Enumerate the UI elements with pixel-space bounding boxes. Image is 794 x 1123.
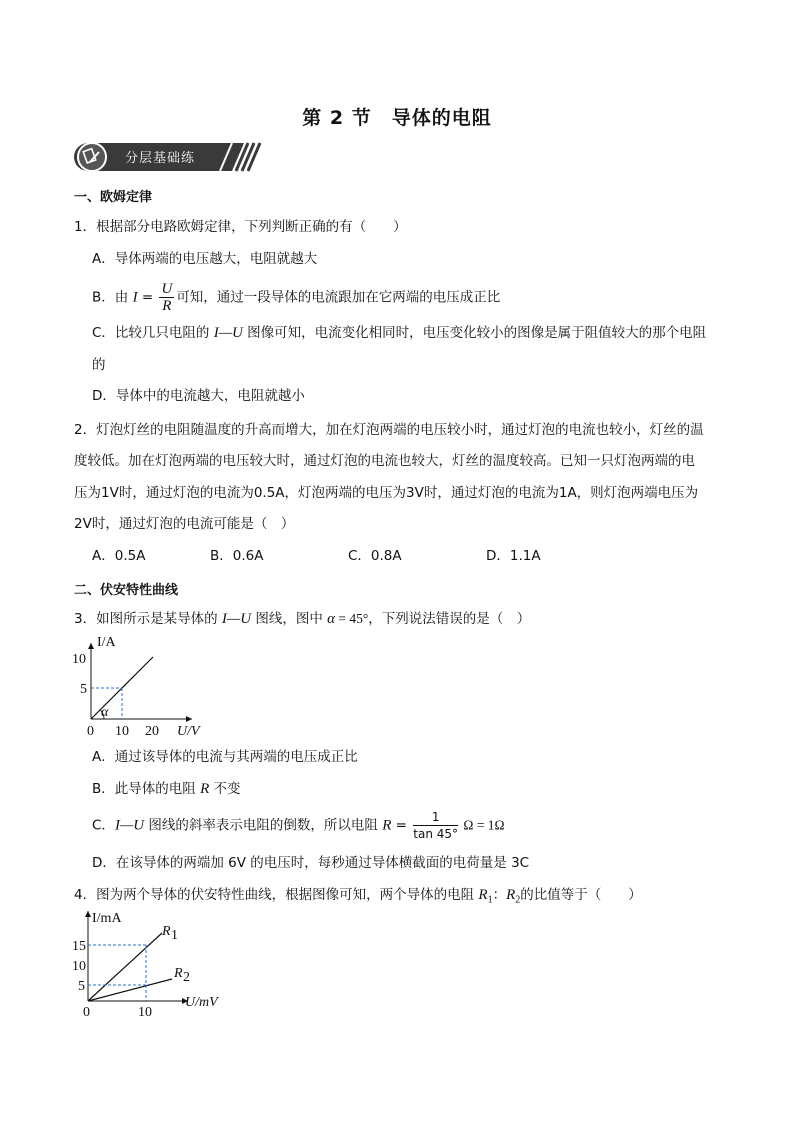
q2-option-d: D．1.1A xyxy=(486,548,541,564)
section-heading-1: 一、欧姆定律 xyxy=(74,190,153,205)
q4-r1-label: R xyxy=(162,924,171,939)
q3-ytick-5: 5 xyxy=(80,682,87,697)
q3-c-numerator: 1 xyxy=(413,809,458,826)
q3-option-a: A．通过该导体的电流与其两端的电压成正比 xyxy=(92,749,358,765)
q2-line-4: 2V时，通过灯泡的电流可能是（ ） xyxy=(74,516,295,532)
q3-xtick-10: 10 xyxy=(115,724,129,739)
q4-stem-r1-sub: 1 xyxy=(487,894,493,906)
q3-stem xyxy=(74,609,530,629)
q1-b-prefix: B．由 xyxy=(92,289,133,306)
q1-b-fraction xyxy=(159,281,174,314)
page-title: 第 2 节 导体的电阻 xyxy=(302,107,492,129)
q3-c-iu: I—U xyxy=(114,817,145,834)
q1-stem: 1．根据部分电路欧姆定律，下列判断正确的有（ ） xyxy=(74,219,407,235)
q3-b-prefix: B．此导体的电阻 xyxy=(92,781,201,797)
q4-stem-colon: ： xyxy=(492,887,507,903)
q2-option-b: B．0.6A xyxy=(210,548,264,564)
q1-b-text: 可知，通过一段导体的电流跟加在它两端的电压成正比 xyxy=(176,289,501,306)
section-heading-2: 二、伏安特性曲线 xyxy=(74,583,179,598)
q3-ylabel: I/A xyxy=(97,635,116,650)
banner-label: 分层基础练 xyxy=(125,151,196,166)
q1-c-prefix: C．比较几只电阻的 xyxy=(92,325,214,341)
q3-option-c xyxy=(92,809,505,842)
q3-angle-label: α xyxy=(101,705,109,720)
q2-line-3: 压为1V时，通过灯泡的电流为0.5A，灯泡两端的电压为3V时，通过灯泡的电流为1A，则灯泡两端电压为 xyxy=(74,485,699,501)
q4-stem-r2-sub: 2 xyxy=(515,894,521,906)
q2-line-2: 度较低。加在灯泡两端的电压较大时，通过灯泡的电流也较大，灯丝的温度较高。已知一只灯泡两端的电 xyxy=(74,453,695,469)
q3-stem-suffix: ，下列说法错误的是（ ） xyxy=(368,611,531,627)
q1-option-c-continued: 的 xyxy=(92,357,106,373)
q3-xtick-0: 0 xyxy=(87,724,94,739)
q4-stem-r2: R xyxy=(506,887,516,903)
q1-b-current-symbol: I xyxy=(132,289,138,306)
q3-c-prefix: C． xyxy=(92,817,115,834)
q3-b-suffix: 不变 xyxy=(209,781,241,797)
q3-iu-graph xyxy=(70,635,210,740)
q4-r2-label: R xyxy=(174,966,183,981)
q3-stem-alpha: α xyxy=(327,611,336,627)
q4-ytick-10: 10 xyxy=(72,959,86,974)
section-banner xyxy=(74,140,264,174)
q3-ytick-10: 10 xyxy=(72,652,86,667)
q3-c-mid: 图线的斜率表示电阻的倒数，所以电阻 xyxy=(144,817,383,834)
q4-stem-r1: R xyxy=(478,887,488,903)
q4-r2-sub: 2 xyxy=(183,970,190,985)
q4-stem-suffix: 的比值等于（ ） xyxy=(520,887,642,903)
q3-xtick-20: 20 xyxy=(145,724,159,739)
q2-line-1: 2．灯泡灯丝的电阻随温度的升高而增大，加在灯泡两端的电压较小时，通过灯泡的电流也较小，灯丝的温 xyxy=(74,422,704,438)
q4-ytick-15: 15 xyxy=(72,939,86,954)
q3-b-r: R xyxy=(200,781,210,797)
q1-c-iu: I—U xyxy=(213,325,243,341)
q3-option-d: D．在该导体的两端加 6V 的电压时，每秒通过导体横截面的电荷量是 3C xyxy=(92,855,530,871)
q3-c-r: R xyxy=(382,817,392,834)
q3-stem-angle: = 45° xyxy=(335,611,369,626)
q4-ylabel: I/mA xyxy=(92,911,122,926)
q3-stem-mid: 图线，图中 xyxy=(251,611,328,627)
q1-option-a: A．导体两端的电压越大，电阻就越大 xyxy=(92,251,318,267)
q3-xlabel: U/V xyxy=(177,724,200,739)
q2-option-a: A．0.5A xyxy=(92,548,146,564)
q3-c-equals: = xyxy=(391,817,412,834)
q4-xlabel: U/mV xyxy=(185,995,218,1010)
q4-iu-graph xyxy=(70,905,230,1020)
q1-b-denominator: R xyxy=(162,298,172,314)
q3-stem-iu: I—U xyxy=(221,611,252,627)
q1-option-c xyxy=(92,323,706,343)
q3-stem-prefix: 3．如图所示是某导体的 xyxy=(74,611,222,627)
q3-c-denominator: tan 45° xyxy=(413,827,459,841)
q1-b-numerator: U xyxy=(161,281,173,297)
q4-xtick-10: 10 xyxy=(138,1005,152,1020)
q1-option-b xyxy=(92,281,500,314)
q4-stem-prefix: 4．图为两个导体的伏安特性曲线，根据图像可知，两个导体的电阻 xyxy=(74,887,479,903)
q3-option-b xyxy=(92,779,241,799)
q1-c-text: 图像可知，电流变化相同时，电压变化较小的图像是属于阻值较大的那个电阻 xyxy=(242,325,707,341)
q2-option-c: C．0.8A xyxy=(348,548,402,564)
q1-b-equals: = xyxy=(137,289,158,306)
q3-c-result: Ω = 1Ω xyxy=(460,817,505,833)
q4-r1-sub: 1 xyxy=(171,928,178,943)
q4-xtick-0: 0 xyxy=(83,1005,90,1020)
q3-c-fraction xyxy=(413,809,458,842)
q4-ytick-5: 5 xyxy=(78,979,85,994)
q1-option-d: D．导体中的电流越大，电阻就越小 xyxy=(92,388,305,404)
